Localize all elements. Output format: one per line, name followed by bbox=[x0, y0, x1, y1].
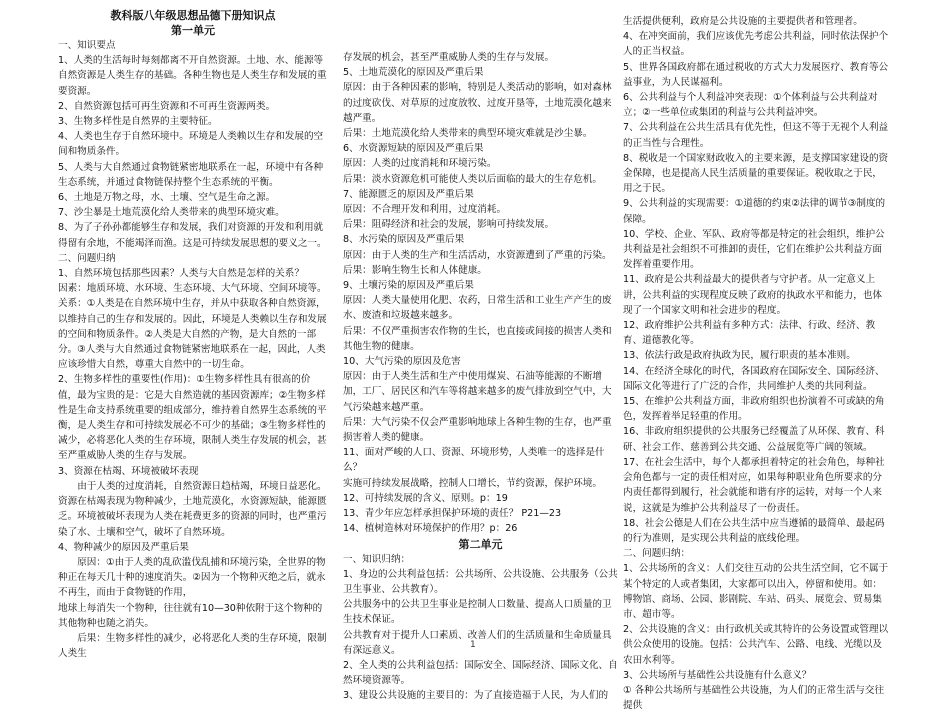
text-line: 10、学校、企业、军队、政府等都是特定的社会组织，维护公共利益是社会组织不可推卸的责任，它们在维护公共利益方面发挥着重要作用。 bbox=[623, 228, 885, 271]
text-line: 后果：大气污染不仅会严重影响地球上各种生物的生存，也严重损害着人类的健康。 bbox=[343, 416, 612, 444]
text-line: 一、知识要点 bbox=[58, 40, 116, 51]
text-line: 13、青少年应怎样承担保护环境的责任？ P21—23 bbox=[343, 508, 562, 520]
text-line: 1、自然环境包括那些因素？人类与大自然是怎样的关系？ bbox=[58, 268, 304, 280]
text-line: 后果：不仅严重损害农作物的生长，也直接或间接的损害人类和其他生物的健康。 bbox=[343, 325, 612, 352]
unit-title-1: 第一单元 bbox=[171, 24, 215, 37]
text-line: 6、水资源短缺的原因及严重后果 bbox=[343, 143, 484, 155]
text-line: 2、自然资源包括可再生资源和不可再生资源两类。 bbox=[58, 100, 276, 112]
text-line: 2、全人类的公共利益包括：国际安全、国际经济、国际文化、自然环境资源等。 bbox=[343, 659, 618, 687]
text-line: 3、资源在枯竭、环境被破坏表现 bbox=[58, 465, 199, 477]
text-line: 原因：不合理开发和利用，过度消耗。 bbox=[343, 204, 507, 216]
text-line: 9、公共利益的实现需要：①道德的约束②法律的调节③制度的保障。 bbox=[623, 198, 886, 225]
text-line: 7、能源匮乏的原因及严重后果 bbox=[343, 188, 474, 200]
text-line: 后果：阻碍经济和社会的发展，影响可持续发展。 bbox=[343, 219, 555, 231]
document-title: 教科版八年级思想品德下册知识点 bbox=[110, 9, 276, 22]
text-line: 二、问题归纳 bbox=[58, 252, 116, 264]
text-line: 11、政府是公共利益最大的提供者与守护者。从一定意义上讲，公共利益的实现程度反映了政府的执政水平和能力，也体现了一个国家文明和社会进步的程度。 bbox=[623, 274, 883, 316]
page-number: 1 bbox=[470, 640, 476, 650]
text-line: 原因：由于各种因素的影响，特别是人类活动的影响，如对森林的过度砍伐、对草原的过度放牧、过度开垦等，土地荒漠化越来越严重。 bbox=[343, 82, 612, 124]
text-line: 实施可持续发展战略，控制人口增长，节约资源，保护环境。 bbox=[343, 477, 603, 489]
text-line: 2、公共设施的含义：由行政机关或其特许的公务设置或管理以供公众使用的设施。包括：公共汽车、公路、电线、光缆以及农田水利等。 bbox=[623, 624, 889, 666]
column-1 bbox=[58, 8, 328, 661]
text-line: 7、公共利益在公共生活具有优先性，但这不等于无视个人利益的正当性与合理性。 bbox=[623, 122, 889, 149]
text-line: 3、建设公共设施的主要目的：为了直接造福于人民，为人们的 bbox=[343, 690, 609, 702]
text-line: 14、植树造林对环境保护的作用？p：26 bbox=[343, 523, 518, 535]
text-line: 存发展的机会，甚至严重威胁人类的生存与发展。 bbox=[343, 52, 555, 63]
text-line: 6、土地是万物之母，水、土壤、空气是生命之源。 bbox=[58, 192, 276, 204]
text-line: 11、面对严峻的人口、资源、环境形势，人类唯一的选择是什么？ bbox=[343, 447, 605, 474]
column-3 bbox=[623, 14, 891, 713]
text-line: 3、生物多样性是自然界的主要特征。 bbox=[58, 116, 218, 128]
text-line: 10、大气污染的原因及危害 bbox=[343, 356, 461, 368]
text-line: 9、土壤污染的原因及严重后果 bbox=[343, 280, 474, 292]
text-line: 后果：土地荒漠化给人类带来的典型环境灾难就是沙尘暴。 bbox=[343, 128, 593, 140]
text-line: 18、社会公德是人们在公共生活中应当遵循的最简单、最起码的行为准则，是实现公共利益的底线伦理。 bbox=[623, 517, 885, 544]
text-line: 3、公共场所与基础性公共设施有什么意义？ bbox=[623, 669, 812, 681]
text-line: 由于人类的过度消耗，自然资源日趋枯竭，环境日益恶化。资源在枯竭表现为物种减少，土地荒漠化，水资源短缺，能源匮乏。环境被破坏表现为人类在耗费更多的资源的同时，也严重污染了水、土壤和空气，破坏了自然环境。 bbox=[58, 480, 327, 538]
column-3-lines bbox=[623, 14, 891, 713]
text-line: 14、在经济全球化的时代，各国政府在国际安全、国际经济、国际文化等进行了广泛的合作，共同维护人类的共同利益。 bbox=[623, 365, 885, 392]
text-line: 后果：生物多样性的减少，必将恶化人类的生存环境，限制人类生 bbox=[58, 632, 327, 660]
text-line: 16、非政府组织提供的公共服务已经覆盖了从环保、教育、科研、社会工作、慈善到公共交通、公益展览等广阔的领域。 bbox=[623, 426, 885, 453]
text-line: 8、水污染的原因及严重后果 bbox=[343, 234, 465, 246]
column-2-lines-a bbox=[343, 50, 618, 537]
column-2 bbox=[343, 50, 618, 704]
text-line: 地球上每消失一个物种，往往就有10—30种依附于这个物种的其他物种也随之消失。 bbox=[58, 602, 323, 629]
text-line: 12、政府维护公共利益有多种方式：法律、行政、经济、教育、道德教化等。 bbox=[623, 320, 876, 347]
text-line: 7、沙尘暴是土地荒漠化给人类带来的典型环境灾难。 bbox=[58, 207, 285, 219]
text-line: 6、公共利益与个人利益冲突表现：①个体利益与公共利益对立；②一些单位或集团的利益与公共利益冲突。 bbox=[623, 92, 878, 119]
column-1-lines bbox=[58, 38, 328, 661]
text-line: 生活提供便利，政府是公共设施的主要提供者和管理者。 bbox=[623, 16, 863, 27]
text-line: 原因：①由于人类的乱砍滥伐乱捕和环境污染，全世界的物种正在每天几十种的速度消失。②因为一个物种灭绝之后，就永不再生，而由于食物链的作用， bbox=[58, 556, 326, 599]
text-line: 二、问题归纳： bbox=[623, 548, 691, 560]
text-line: ① 各种公共场所与基础性公共设施，为人们的正常生活与交往提供 bbox=[623, 684, 885, 712]
text-line: 2、生物多样性的重要性(作用)：①生物多样性具有很高的价值，最为宝贵的是：它是大自然造就的基因资源库；②生物多样性是生命支持系统重要的组成部分，维持着自然界生态系统的平衡，是人类生存和可持续发展必不可少的基础；③生物多样性的减少，必将恶化人类的生存环境，限制人类生存发展的机会，甚至严重威胁人类的生存与发展。 bbox=[58, 374, 327, 462]
text-line: 原因：人类的过度消耗和环境污染。 bbox=[343, 158, 497, 170]
text-line: 15、在维护公共利益方面，非政府组织也扮演着不可或缺的角色，发挥着举足轻重的作用。 bbox=[623, 396, 885, 423]
text-line: 12、可持续发展的含义、原则。p：19 bbox=[343, 492, 508, 504]
text-line: 8、为了子孙孙都能够生存和发展，我们对资源的开发和利用就得留有余地，不能竭泽而渔。这是可持续发展思想的要义之一。 bbox=[58, 222, 327, 249]
text-line: 8、税收是一个国家财政收入的主要来源，是支撑国家建设的资金保障，也是提高人民生活质量的重要保证。税收取之于民，用之于民。 bbox=[623, 152, 889, 195]
text-line: 1、人类的生活每时每刻都离不开自然资源。土地、水、能源等自然资源是人类生存的基础。各种生物也是人类生存和发展的重要资源。 bbox=[58, 55, 327, 97]
text-line: 4、人类也生存于自然环境中。环境是人类赖以生存和发展的空间和物质条件。 bbox=[58, 131, 324, 158]
text-line: 因素：地质环境、水环境、生态环境、大气环境、空间环境等。 bbox=[58, 283, 327, 295]
text-line: 原因：由于人类的生产和生活活动，水资源遭到了严重的污染。 bbox=[343, 249, 612, 261]
text-line: 17、在社会生活中，每个人都承担着特定的社会角色，每种社会角色都与一定的责任相对应，如果每种职业角色所要求的分内责任都得到履行，社会就能和谐有序的运转，对每一个人来说，这就是为维护公共利益尽了一份责任。 bbox=[623, 456, 885, 514]
unit-title-2: 第二单元 bbox=[458, 537, 503, 551]
text-line: 公共服务中的公共卫生事业是控制人口数量、提高人口质量的卫生技术保证。 bbox=[343, 599, 612, 626]
text-line: 原因：由于人类生活和生产中使用煤炭、石油等能源的不断增加，工厂、居民区和汽车等将越来越多的废气排放到空气中，大气污染越来越严重。 bbox=[343, 371, 612, 413]
text-line: 4、在冲突面前，我们应该优先考虑公共利益，同时依法保护个人的正当权益。 bbox=[623, 31, 889, 58]
text-line: 后果：淡水资源危机可能使人类以后面临的最大的生存危机。 bbox=[343, 173, 603, 185]
text-line: 一、知识归纳： bbox=[343, 553, 411, 565]
text-line: 关系：①人类是在自然环境中生存，并从中获取各种自然资源，以维持自己的生存和发展的。因此，环境是人类赖以生存和发展的空间和物质条件。②人类是大自然的产物，是大自然的一部分。③人类与大自然通过食物链紧密地联系在一起，因此，人类应该珍惜大自然，尊重大自然中的一切生命。 bbox=[58, 298, 327, 371]
text-line: 5、土地荒漠化的原因及严重后果 bbox=[343, 67, 484, 79]
text-line: 公共教育对于提升人口素质、改善人们的生活质量和生命质量具有深远意义。 bbox=[343, 629, 612, 656]
text-line: 后果：影响生物生长和人体健康。 bbox=[343, 264, 487, 276]
text-line: 5、人类与大自然通过食物链紧密地联系在一起，环境中有各种生态系统，并通过食物链保持整个生态系统的平衡。 bbox=[58, 161, 324, 188]
text-line: 1、公共场所的含义：人们交往互动的公共生活空间，它不属于某个特定的人或者集团，大家都可以出入，停留和使用。如：博物馆、商场、公园、影剧院、车站、码头、展览会、贸易集市、超市等。 bbox=[623, 563, 889, 620]
text-line: 原因：人类大量使用化肥、农药，日常生活和工业生产产生的废水、废渣和垃圾越来越多。 bbox=[343, 295, 612, 322]
text-line: 1、身边的公共利益包括：公共场所、公共设施、公共服务（公共卫生事业、公共教育）。 bbox=[343, 568, 618, 595]
text-line: 13、依法行政是政府执政为民，履行职责的基本准则。 bbox=[623, 350, 856, 362]
column-2-lines-b bbox=[343, 552, 618, 704]
text-line: 5、世界各国政府都在通过税收的方式大力发展医疗、教育等公益事业，为人民谋福利。 bbox=[623, 61, 889, 88]
text-line: 4、物种减少的原因及严重后果 bbox=[58, 541, 189, 553]
